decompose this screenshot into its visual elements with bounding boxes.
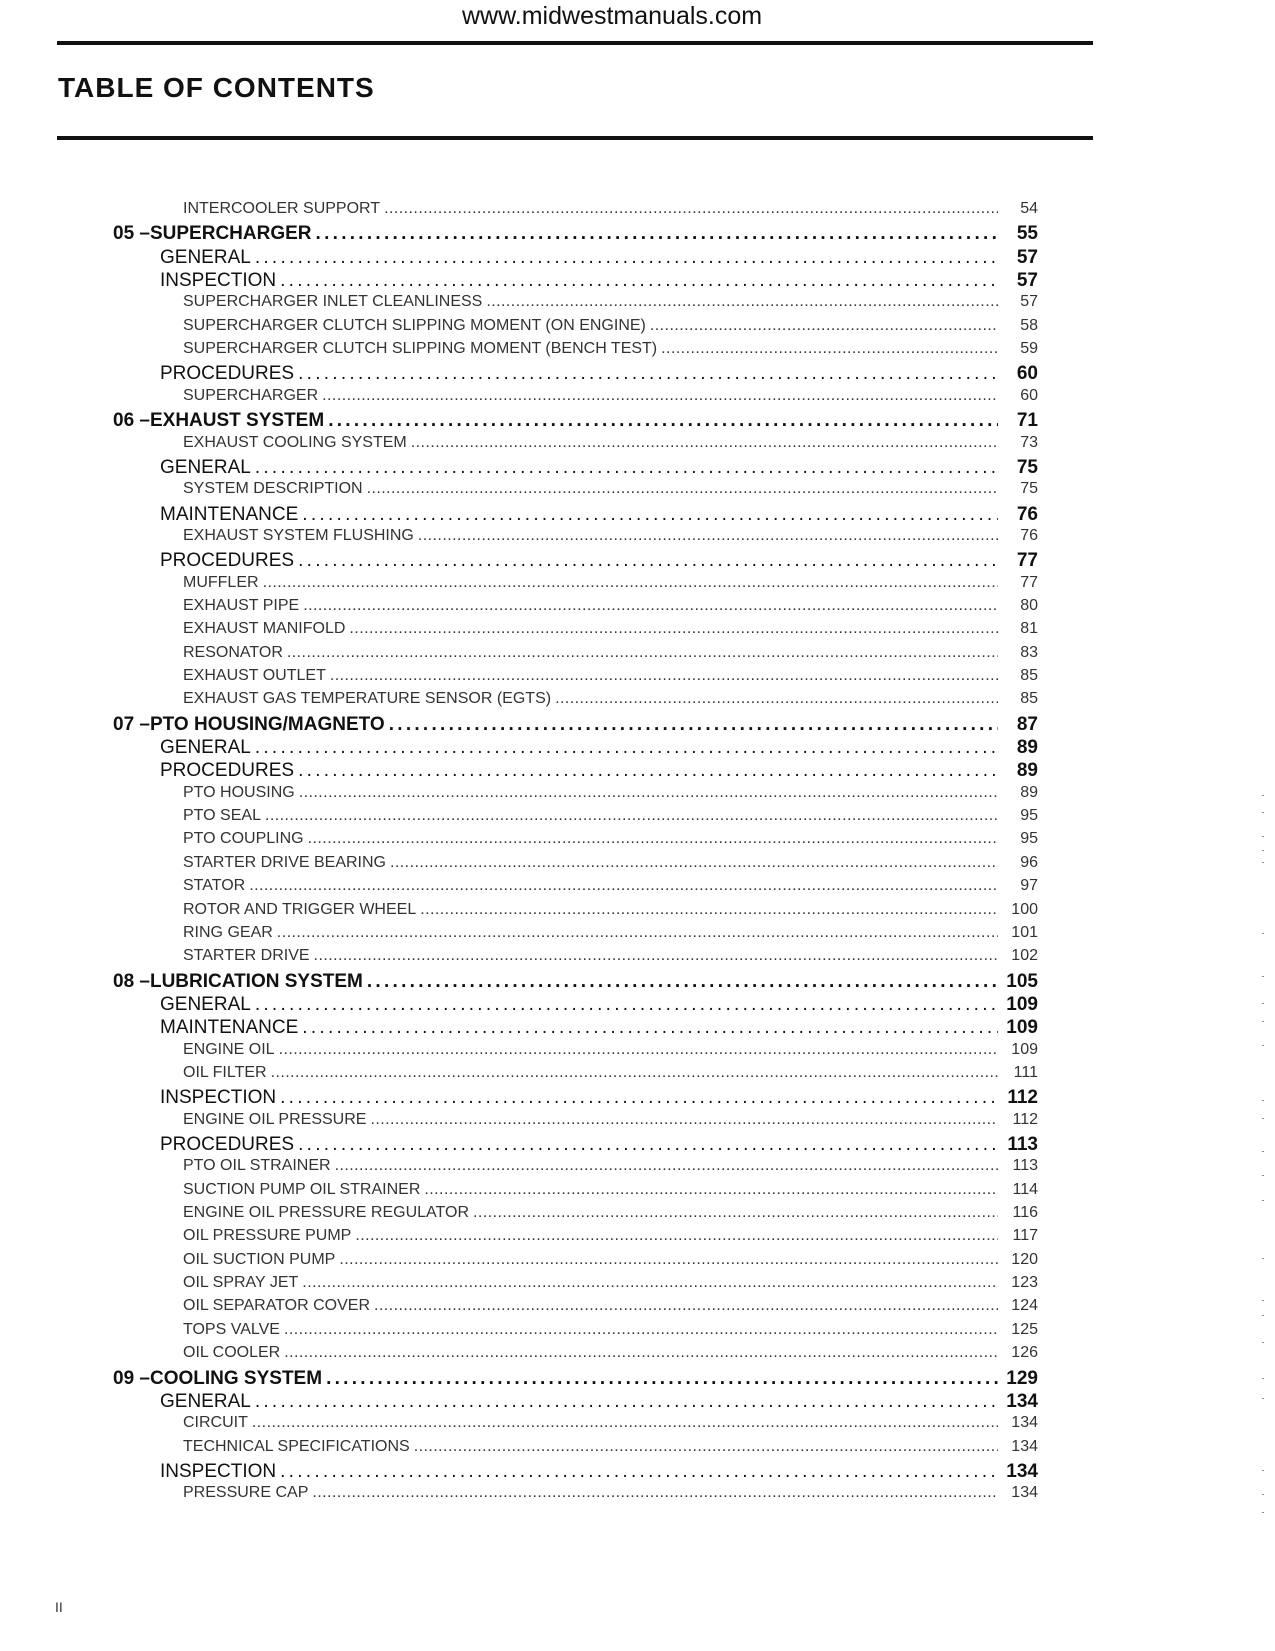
toc-label: PROCEDURES xyxy=(160,1134,295,1155)
chapter-number: 09 – xyxy=(113,1367,150,1389)
dot-leader xyxy=(255,1391,998,1413)
toc-row-section[interactable] xyxy=(160,504,1038,526)
toc-page-number: 109 xyxy=(1006,993,1038,1015)
toc-label: EXHAUST SYSTEM FLUSHING xyxy=(183,526,414,544)
toc-row-sub[interactable] xyxy=(183,434,1038,452)
header-bottom-rule xyxy=(57,136,1093,140)
dot-leader xyxy=(424,1181,998,1199)
toc-page-number: 109 xyxy=(1011,1040,1038,1058)
toc-row-section[interactable] xyxy=(160,760,1038,782)
dot-leader xyxy=(298,760,998,782)
dot-leader xyxy=(298,550,998,572)
scan-mark xyxy=(1262,1200,1264,1201)
toc-page-number: 75 xyxy=(1020,480,1038,498)
scan-mark xyxy=(1262,1315,1264,1316)
toc-row-sub[interactable] xyxy=(183,387,1038,405)
toc-page-number: 112 xyxy=(1007,1087,1038,1109)
toc-page-number: 100 xyxy=(1011,900,1038,918)
page-title: TABLE OF CONTENTS xyxy=(58,72,375,103)
toc-row-sub[interactable] xyxy=(183,200,1038,218)
toc-label: SUPERCHARGER CLUTCH SLIPPING MOMENT (BENCH TEST) xyxy=(183,340,658,358)
scan-mark xyxy=(1262,1398,1264,1399)
toc-page-number: 58 xyxy=(1020,316,1038,334)
toc-label: MUFFLER xyxy=(183,573,259,591)
toc-page-number: 102 xyxy=(1011,947,1038,965)
scan-mark xyxy=(1262,933,1264,934)
toc-row-sub[interactable] xyxy=(183,947,1038,965)
scan-mark xyxy=(1262,795,1264,796)
dot-leader xyxy=(277,924,998,942)
page-number: II xyxy=(55,1599,63,1615)
toc-label: STARTER DRIVE xyxy=(183,947,310,965)
scan-mark xyxy=(1262,850,1264,851)
toc-row-sub[interactable] xyxy=(183,340,1038,358)
scan-mark xyxy=(1262,1003,1264,1004)
toc-row-sub[interactable] xyxy=(183,1297,1038,1315)
toc-label: COOLING SYSTEM xyxy=(149,1367,323,1389)
dot-leader xyxy=(312,1484,998,1502)
dot-leader xyxy=(249,877,998,895)
dot-leader xyxy=(314,947,998,965)
toc-label: EXHAUST MANIFOLD xyxy=(183,620,346,638)
scan-mark xyxy=(1262,1100,1264,1101)
toc-row-sub[interactable] xyxy=(183,854,1038,872)
toc-row-sub[interactable] xyxy=(183,1274,1038,1292)
dot-leader xyxy=(303,597,998,615)
toc-label: GENERAL xyxy=(160,993,251,1015)
toc-row-sub[interactable] xyxy=(183,1438,1038,1456)
chapter-number: 05 – xyxy=(113,223,150,245)
toc-page-number: 57 xyxy=(1016,246,1038,268)
dot-leader xyxy=(271,1064,998,1082)
toc-page-number: 76 xyxy=(1016,503,1038,525)
dot-leader xyxy=(328,410,998,432)
toc-row-sub[interactable] xyxy=(183,807,1038,825)
toc-label: STATOR xyxy=(183,877,246,895)
toc-row-sub[interactable] xyxy=(183,690,1038,708)
toc-page-number: 125 xyxy=(1011,1320,1038,1338)
toc-page-number: 60 xyxy=(1016,363,1038,385)
dot-leader xyxy=(287,644,998,662)
toc-page-number: 114 xyxy=(1012,1180,1038,1198)
dot-leader xyxy=(322,387,998,405)
toc-page-number: 96 xyxy=(1020,853,1038,871)
toc-label: RING GEAR xyxy=(183,923,273,941)
toc-label: LUBRICATION SYSTEM xyxy=(149,970,363,992)
dot-leader xyxy=(367,971,998,993)
toc-page-number: 73 xyxy=(1020,433,1038,451)
toc-row-sub[interactable] xyxy=(183,620,1038,638)
dot-leader xyxy=(255,247,998,269)
dot-leader xyxy=(650,317,998,335)
scan-mark xyxy=(1262,862,1264,863)
toc-label: PROCEDURES xyxy=(160,550,295,572)
toc-label: INTERCOOLER SUPPORT xyxy=(183,200,381,217)
toc-label: OIL SPRAY JET xyxy=(183,1274,299,1292)
toc-row-sub[interactable] xyxy=(183,1227,1038,1245)
toc-label: PTO OIL STRAINER xyxy=(183,1157,331,1175)
dot-leader xyxy=(367,480,998,498)
toc-label: SUPERCHARGER INLET CLEANLINESS xyxy=(183,293,483,311)
toc-row-sub[interactable] xyxy=(183,1204,1038,1222)
dot-leader xyxy=(411,434,998,452)
toc-label: SYSTEM DESCRIPTION xyxy=(183,480,363,498)
toc-row-sub[interactable] xyxy=(183,1344,1038,1362)
scan-mark xyxy=(1262,1021,1264,1022)
toc-page-number: 134 xyxy=(1011,1437,1038,1455)
chapter-number: 08 – xyxy=(113,970,150,992)
toc-page-number: 120 xyxy=(1011,1250,1038,1268)
toc-row-sub[interactable] xyxy=(183,1484,1038,1502)
toc-label: OIL PRESSURE PUMP xyxy=(183,1227,352,1245)
toc-row-sub[interactable] xyxy=(183,317,1038,335)
toc-page-number: 87 xyxy=(1016,713,1038,735)
dot-leader xyxy=(326,1368,998,1390)
toc-page-number: 55 xyxy=(1016,223,1038,245)
toc-label: SUPERCHARGER xyxy=(183,386,319,404)
toc-row-sub[interactable] xyxy=(183,1111,1038,1129)
toc-page-number: 123 xyxy=(1011,1274,1038,1292)
toc-label: PTO HOUSING/MAGNETO xyxy=(149,713,385,735)
toc-page-number: 117 xyxy=(1012,1227,1038,1245)
toc-label: EXHAUST SYSTEM xyxy=(149,410,325,432)
dot-leader xyxy=(302,504,998,526)
dot-leader xyxy=(280,1461,998,1483)
toc-page-number: 57 xyxy=(1020,293,1038,311)
toc-page-number: 89 xyxy=(1016,737,1038,759)
dot-leader xyxy=(265,807,998,825)
toc-label: GENERAL xyxy=(160,246,251,268)
toc-page-number: 59 xyxy=(1020,340,1038,358)
toc-row-sub[interactable] xyxy=(183,1157,1038,1175)
dot-leader xyxy=(390,854,998,872)
dot-leader xyxy=(280,1087,998,1109)
toc-page-number: 101 xyxy=(1011,923,1038,941)
toc-page-number: 80 xyxy=(1020,596,1038,614)
toc-label: GENERAL xyxy=(160,737,251,759)
toc-page-number: 83 xyxy=(1020,643,1038,661)
toc-label: INSPECTION xyxy=(160,1087,277,1109)
toc-row-chapter[interactable] xyxy=(113,1368,1038,1390)
toc-page-number: 113 xyxy=(1007,1134,1038,1155)
toc-page-number: 129 xyxy=(1006,1367,1038,1389)
toc-label: EXHAUST COOLING SYSTEM xyxy=(183,433,407,451)
toc-row-sub[interactable] xyxy=(183,644,1038,662)
toc-label: PRESSURE CAP xyxy=(183,1484,309,1502)
toc-label: TOPS VALVE xyxy=(183,1320,280,1338)
dot-leader xyxy=(255,737,998,759)
scan-mark xyxy=(1262,1494,1264,1495)
toc-label: PROCEDURES xyxy=(160,760,295,782)
dot-leader xyxy=(263,574,998,592)
toc-label: PTO HOUSING xyxy=(183,783,295,801)
dot-leader xyxy=(418,527,998,545)
scan-mark xyxy=(1262,1175,1264,1176)
toc-row-section[interactable] xyxy=(160,247,1038,269)
toc-row-section[interactable] xyxy=(160,1461,1038,1483)
toc-row-sub[interactable] xyxy=(183,293,1038,311)
toc-row-sub[interactable] xyxy=(183,784,1038,802)
toc-label: INSPECTION xyxy=(160,1460,277,1482)
dot-leader xyxy=(308,830,998,848)
dot-leader xyxy=(330,667,998,685)
dot-leader xyxy=(335,1157,998,1175)
dot-leader xyxy=(486,293,998,311)
toc-label: OIL SEPARATOR COVER xyxy=(183,1297,371,1315)
toc-label: ENGINE OIL PRESSURE REGULATOR xyxy=(183,1204,469,1222)
toc-row-chapter[interactable] xyxy=(113,714,1038,736)
toc-page-number: 134 xyxy=(1006,1390,1038,1412)
toc-label: GENERAL xyxy=(160,1390,251,1412)
toc-page-number: 113 xyxy=(1012,1157,1038,1175)
toc-row-sub[interactable] xyxy=(183,1321,1038,1339)
toc-label: EXHAUST PIPE xyxy=(183,596,300,614)
dot-leader xyxy=(252,1414,998,1432)
toc-row-sub[interactable] xyxy=(183,901,1038,919)
toc-row-sub[interactable] xyxy=(183,527,1038,545)
toc-row-sub[interactable] xyxy=(183,1064,1038,1082)
toc-row-sub[interactable] xyxy=(183,1251,1038,1269)
toc-page-number: 134 xyxy=(1011,1414,1038,1432)
scan-mark xyxy=(1262,1300,1264,1301)
toc-label: PTO COUPLING xyxy=(183,830,304,848)
toc-label: SUPERCHARGER xyxy=(149,223,312,245)
dot-leader xyxy=(284,1321,998,1339)
dot-leader xyxy=(299,784,998,802)
dot-leader xyxy=(255,457,998,479)
scan-mark xyxy=(1262,1342,1264,1343)
toc-label: MAINTENANCE xyxy=(160,1017,299,1039)
toc-row-section[interactable] xyxy=(160,737,1038,759)
toc-row-chapter[interactable] xyxy=(113,410,1038,432)
toc-label: SUCTION PUMP OIL STRAINER xyxy=(183,1180,421,1198)
toc-label: PROCEDURES xyxy=(160,363,295,385)
toc-label: OIL SUCTION PUMP xyxy=(183,1250,336,1268)
dot-leader xyxy=(284,1344,998,1362)
scan-mark xyxy=(1262,1118,1264,1119)
toc-row-sub[interactable] xyxy=(183,667,1038,685)
scan-mark xyxy=(1262,976,1264,977)
dot-leader xyxy=(420,901,998,919)
dot-leader xyxy=(279,1041,998,1059)
toc-row-sub[interactable] xyxy=(183,574,1038,592)
dot-leader xyxy=(661,340,998,358)
dot-leader xyxy=(316,223,998,245)
toc-label: OIL FILTER xyxy=(183,1063,267,1081)
toc-row-sub[interactable] xyxy=(183,877,1038,895)
toc-label: EXHAUST OUTLET xyxy=(183,667,326,684)
toc-page-number: 116 xyxy=(1012,1204,1038,1222)
toc-page-number: 89 xyxy=(1016,760,1038,782)
dot-leader xyxy=(302,1017,998,1039)
toc-label: TECHNICAL SPECIFICATIONS xyxy=(183,1437,410,1455)
toc-page-number: 76 xyxy=(1020,526,1038,544)
toc-row-sub[interactable] xyxy=(183,597,1038,615)
toc-page-number: 54 xyxy=(1020,200,1038,217)
toc-row-sub[interactable] xyxy=(183,480,1038,498)
toc-row-sub[interactable] xyxy=(183,1181,1038,1199)
toc-row-section[interactable] xyxy=(160,550,1038,572)
toc-page-number: 134 xyxy=(1011,1484,1038,1502)
toc-row-sub[interactable] xyxy=(183,830,1038,848)
toc-label: GENERAL xyxy=(160,456,251,478)
dot-leader xyxy=(255,994,998,1016)
toc-label: SUPERCHARGER CLUTCH SLIPPING MOMENT (ON ENGINE) xyxy=(183,316,646,334)
toc-page-number: 57 xyxy=(1016,270,1038,292)
toc-page-number: 95 xyxy=(1020,807,1038,825)
dot-leader xyxy=(298,1134,998,1156)
scan-mark xyxy=(1262,1378,1264,1379)
toc-label: STARTER DRIVE BEARING xyxy=(183,853,386,871)
toc-label: MAINTENANCE xyxy=(160,503,299,525)
toc-row-chapter[interactable] xyxy=(113,223,1038,245)
header-top-rule xyxy=(57,41,1093,45)
dot-leader xyxy=(374,1297,998,1315)
dot-leader xyxy=(280,270,998,292)
dot-leader xyxy=(349,620,998,638)
dot-leader xyxy=(298,363,998,385)
toc-page-number: 60 xyxy=(1020,386,1038,404)
dot-leader xyxy=(339,1251,998,1269)
dot-leader xyxy=(370,1111,998,1129)
toc-row-sub[interactable] xyxy=(183,1041,1038,1059)
dot-leader xyxy=(473,1204,998,1222)
toc-page-number: 111 xyxy=(1013,1063,1038,1081)
toc-page-number: 71 xyxy=(1016,410,1038,432)
toc-page-number: 126 xyxy=(1011,1344,1038,1362)
scan-mark xyxy=(1262,1258,1264,1259)
dot-leader xyxy=(355,1227,998,1245)
scan-mark xyxy=(1262,1151,1264,1152)
toc-row-section[interactable] xyxy=(160,1134,1038,1156)
scan-mark xyxy=(1262,1512,1264,1513)
toc-row-section[interactable] xyxy=(160,363,1038,385)
toc-row-section[interactable] xyxy=(160,457,1038,479)
scan-mark xyxy=(1262,836,1264,837)
toc-page-number: 95 xyxy=(1020,830,1038,848)
toc-label: ROTOR AND TRIGGER WHEEL xyxy=(183,900,417,918)
toc-page-number: 75 xyxy=(1016,456,1038,478)
toc-page-number: 77 xyxy=(1020,573,1038,591)
toc-label: PTO SEAL xyxy=(183,807,261,825)
toc-label: CIRCUIT xyxy=(183,1414,248,1432)
toc-label: OIL COOLER xyxy=(183,1344,281,1362)
dot-leader xyxy=(555,690,998,708)
toc-row-section[interactable] xyxy=(160,1017,1038,1039)
chapter-number: 06 – xyxy=(113,410,150,432)
scan-mark xyxy=(1262,812,1264,813)
toc-page-number: 89 xyxy=(1020,783,1038,801)
toc-label: RESONATOR xyxy=(183,643,283,661)
site-url[interactable]: www.midwestmanuals.com xyxy=(462,2,763,30)
toc-label: ENGINE OIL xyxy=(183,1040,275,1058)
toc-page-number: 109 xyxy=(1006,1017,1038,1039)
scan-mark xyxy=(1262,1470,1264,1471)
toc-row-sub[interactable] xyxy=(183,924,1038,942)
toc-label: EXHAUST GAS TEMPERATURE SENSOR (EGTS) xyxy=(183,690,552,708)
toc-page-number: 97 xyxy=(1020,877,1038,895)
toc-row-section[interactable] xyxy=(160,994,1038,1016)
toc-page-number: 77 xyxy=(1016,550,1038,572)
dot-leader xyxy=(414,1438,998,1456)
dot-leader xyxy=(302,1274,998,1292)
toc-page-number: 81 xyxy=(1020,620,1038,638)
scan-mark xyxy=(1262,1045,1264,1046)
toc-page-number: 124 xyxy=(1011,1297,1038,1315)
toc-page-number: 105 xyxy=(1006,970,1038,992)
toc-row-section[interactable] xyxy=(160,1087,1038,1109)
toc-row-section[interactable] xyxy=(160,1391,1038,1413)
dot-leader xyxy=(389,714,998,736)
toc-row-sub[interactable] xyxy=(183,1414,1038,1432)
toc-label: INSPECTION xyxy=(160,270,277,292)
toc-page-number: 85 xyxy=(1020,667,1038,684)
chapter-number: 07 – xyxy=(113,713,150,735)
toc-label: ENGINE OIL PRESSURE xyxy=(183,1110,367,1128)
toc-row-chapter[interactable] xyxy=(113,971,1038,993)
toc-row-section[interactable] xyxy=(160,270,1038,292)
toc-page-number: 134 xyxy=(1006,1460,1038,1482)
toc-page-number: 112 xyxy=(1012,1110,1038,1128)
toc-page-number: 85 xyxy=(1020,690,1038,708)
dot-leader xyxy=(384,200,998,218)
